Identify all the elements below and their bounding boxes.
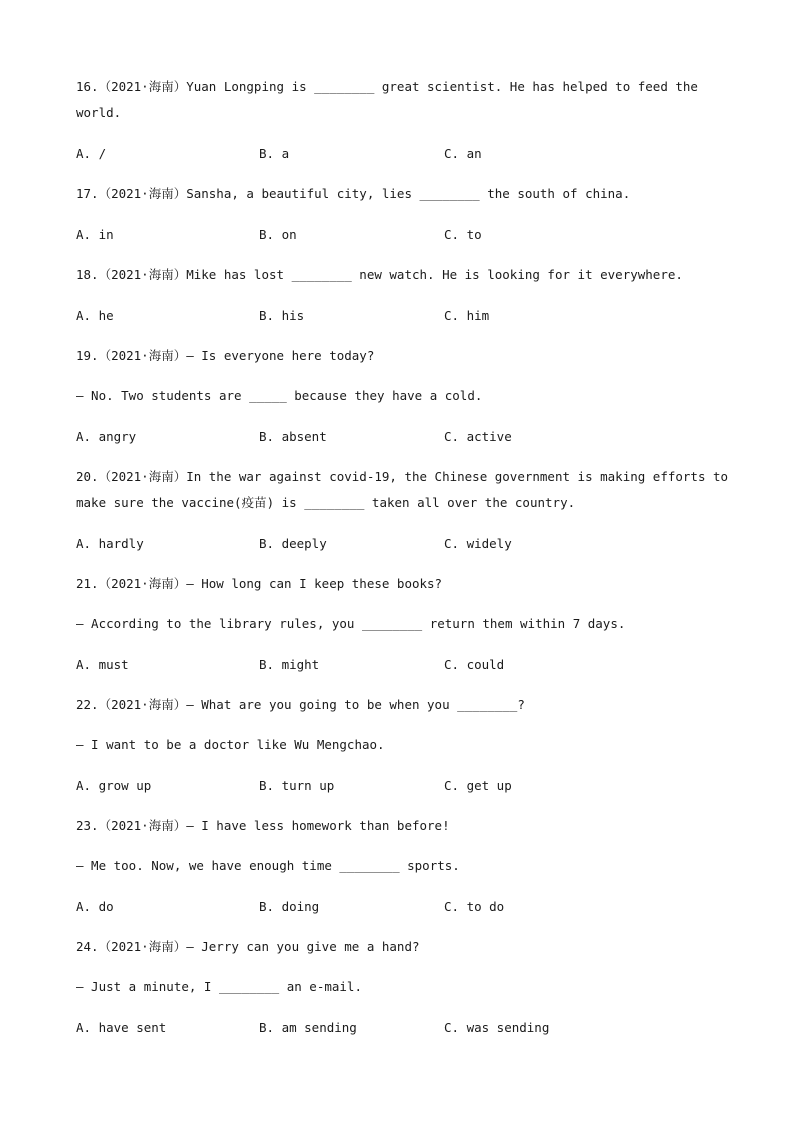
answer-option: C. get up	[444, 778, 512, 793]
question-stem: 23.（2021·海南）— I have less homework than before!	[76, 818, 450, 833]
answer-option: C. him	[444, 308, 490, 323]
answer-option: A. /	[76, 146, 107, 161]
answer-option: B. on	[259, 227, 297, 242]
answer-option: C. could	[444, 657, 505, 672]
answer-option: A. do	[76, 899, 114, 914]
answer-option: A. must	[76, 657, 129, 672]
answer-option: A. grow up	[76, 778, 152, 793]
answer-option: B. a	[259, 146, 290, 161]
answer-option: B. his	[259, 308, 305, 323]
question-stem: 21.（2021·海南）— How long can I keep these books?	[76, 576, 443, 591]
answer-option: B. am sending	[259, 1020, 357, 1035]
answer-option: B. turn up	[259, 778, 335, 793]
answer-option: A. have sent	[76, 1020, 167, 1035]
question-stem: 19.（2021·海南）— Is everyone here today?	[76, 348, 375, 363]
question-stem: 16.（2021·海南）Yuan Longping is ________ great scientist. He has helped to feed the	[76, 79, 698, 94]
answer-option: B. doing	[259, 899, 320, 914]
question-stem: 18.（2021·海南）Mike has lost ________ new watch. He is looking for it everywhere.	[76, 267, 683, 282]
question-line: — I want to be a doctor like Wu Mengchao.	[76, 737, 385, 752]
answer-option: B. deeply	[259, 536, 327, 551]
answer-option: A. hardly	[76, 536, 144, 551]
answer-option: C. widely	[444, 536, 512, 551]
answer-option: C. was sending	[444, 1020, 550, 1035]
question-line: — Just a minute, I ________ an e-mail.	[76, 979, 362, 994]
question-line: make sure the vaccine(疫苗) is ________ taken all over the country.	[76, 495, 576, 510]
question-stem: 20.（2021·海南）In the war against covid-19, the Chinese government is making efforts to	[76, 469, 729, 484]
answer-option: A. he	[76, 308, 114, 323]
answer-option: C. active	[444, 429, 512, 444]
question-line: — According to the library rules, you ________ return them within 7 days.	[76, 616, 626, 631]
question-stem: 22.（2021·海南）— What are you going to be when you ________?	[76, 697, 525, 712]
question-stem: 24.（2021·海南）— Jerry can you give me a hand?	[76, 939, 420, 954]
answer-option: B. might	[259, 657, 320, 672]
answer-option: C. to	[444, 227, 482, 242]
answer-option: C. to do	[444, 899, 505, 914]
answer-option: B. absent	[259, 429, 327, 444]
answer-option: A. angry	[76, 429, 137, 444]
question-line: world.	[76, 105, 122, 120]
answer-option: C. an	[444, 146, 482, 161]
question-line: — Me too. Now, we have enough time ________ sports.	[76, 858, 460, 873]
answer-option: A. in	[76, 227, 114, 242]
question-line: — No. Two students are _____ because they have a cold.	[76, 388, 483, 403]
question-stem: 17.（2021·海南）Sansha, a beautiful city, lies ________ the south of china.	[76, 186, 631, 201]
